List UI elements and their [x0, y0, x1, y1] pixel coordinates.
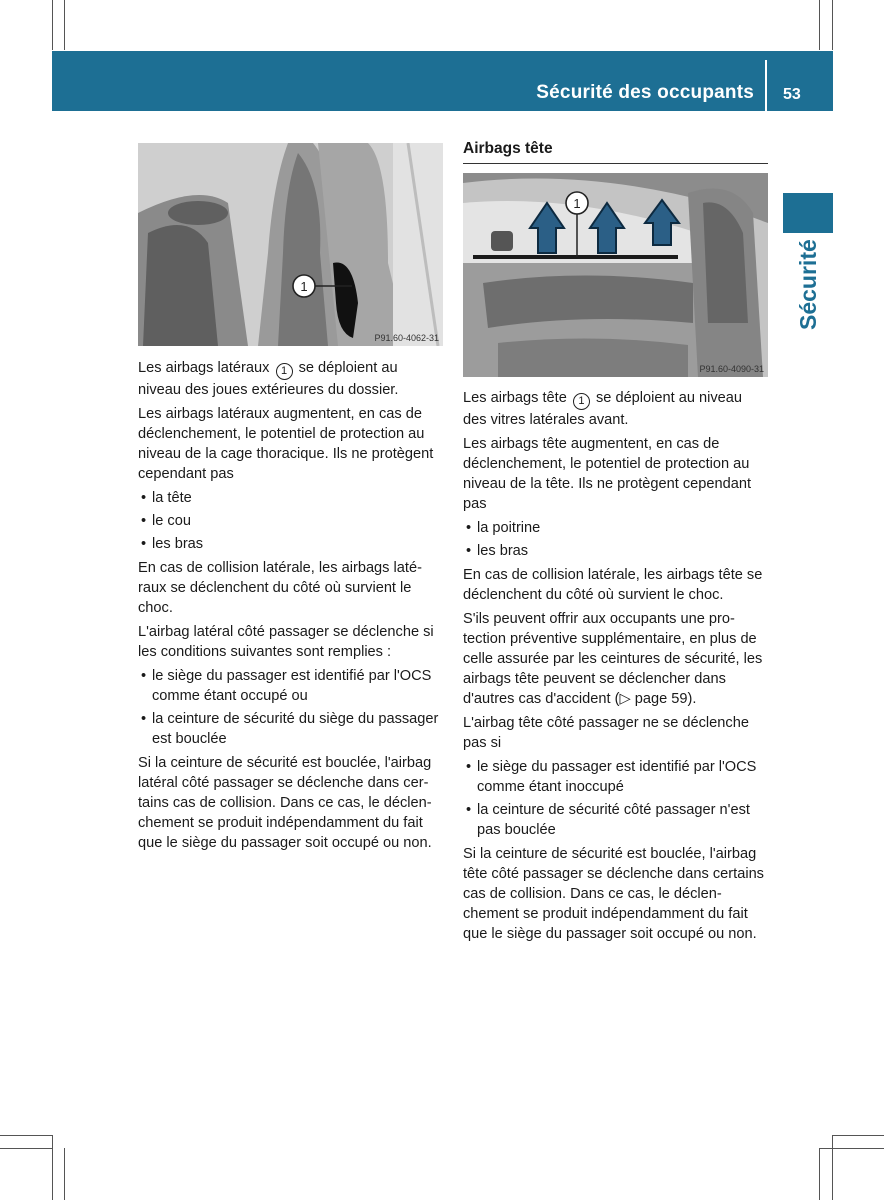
- page-title: Sécurité des occupants: [536, 82, 754, 103]
- bullet-list: [463, 518, 768, 561]
- crop-mark: [820, 1148, 884, 1149]
- crop-mark: [832, 1135, 833, 1200]
- text: se déploient au niveau des vitres latérales avant.: [463, 390, 743, 428]
- list-item: • le siège du passager est identifié par l'OCS comme étant inoccupé: [463, 757, 768, 797]
- figure-code: P91.60-4090-31: [699, 364, 764, 374]
- crop-mark: [52, 1135, 53, 1200]
- callout-marker: 1: [276, 363, 293, 380]
- crop-mark: [52, 0, 53, 50]
- text: Les airbags tête: [463, 390, 567, 406]
- side-airbag-figure: [138, 143, 443, 346]
- paragraph: L'airbag tête côté passager ne se déclenche pas si: [463, 715, 749, 751]
- list-item: • le cou: [138, 511, 443, 531]
- paragraph: L'airbag latéral côté passager se déclenche si les conditions suivantes sont remplies :: [138, 624, 434, 660]
- crop-mark: [0, 1148, 52, 1149]
- paragraph: Les airbags latéraux augmentent, en cas de déclenchement, le potentiel de protection au niveau de la cage thoracique. Ils ne protègent cependant pas: [138, 406, 434, 482]
- paragraph: Les airbags tête augmentent, en cas de déclenchement, le potentiel de protection au niveau de la tête. Ils ne protègent cependant pas: [463, 436, 752, 512]
- paragraph[interactable]: S'ils peuvent offrir aux occupants une protection préventive supplémentaire, en plus de celle assurée par les ceintures de sécurité, les airbags tête peuvent se déclencher dans d'autres cas d'accident (▷ page 59).: [463, 611, 763, 707]
- bullet-list: [138, 666, 443, 749]
- right-column: [463, 388, 768, 948]
- paragraph: Si la ceinture de sécurité est bouclée, l'airbag tête côté passager se déclenche dans certains cas de collision. Dans ce cas, le déclenchement se produit indépendamment du fait que le siège du passager soit occupé ou non.: [463, 846, 764, 942]
- list-item: • la ceinture de sécurité côté passager n'est pas bouclée: [463, 800, 768, 840]
- callout-marker: 1: [573, 393, 590, 410]
- list-item: • les bras: [463, 541, 768, 561]
- paragraph: En cas de collision latérale, les airbags tête se déclenchent du côté où survient le choc.: [463, 567, 763, 603]
- figure-code: P91.60-4062-31: [374, 333, 439, 343]
- header-divider: [765, 60, 767, 111]
- list-item: • les bras: [138, 534, 443, 554]
- head-airbag-figure: [463, 173, 768, 377]
- crop-mark: [819, 1148, 820, 1200]
- door-illustration: [463, 173, 768, 377]
- crop-mark: [832, 0, 833, 50]
- page-number: 53: [783, 86, 801, 103]
- text: Les airbags latéraux: [138, 360, 270, 376]
- bullet-list: [138, 488, 443, 554]
- figure-callout: 1: [573, 196, 581, 211]
- list-item: • la ceinture de sécurité du siège du passager est bouclée: [138, 709, 443, 749]
- list-item: • la tête: [138, 488, 443, 508]
- paragraph: [138, 358, 443, 400]
- section-tab-marker: [783, 193, 833, 233]
- list-item: • le siège du passager est identifié par l'OCS comme étant occupé ou: [138, 666, 443, 706]
- crop-mark: [0, 1135, 52, 1136]
- bullet-list: [463, 757, 768, 840]
- crop-mark: [64, 0, 65, 50]
- crop-mark: [832, 1135, 884, 1136]
- left-column: [138, 358, 443, 857]
- crop-mark: [819, 0, 820, 50]
- paragraph: En cas de collision latérale, les airbags latéraux se déclenchent du côté où survient le choc.: [138, 560, 422, 616]
- list-item: • la poitrine: [463, 518, 768, 538]
- text: se déploient au niveau des joues extérieures du dossier.: [138, 360, 399, 398]
- section-heading: Airbags tête: [463, 140, 768, 164]
- figure-callout: 1: [300, 279, 308, 294]
- paragraph: Si la ceinture de sécurité est bouclée, l'airbag latéral côté passager se déclenche dans certains cas de collision. Dans ce cas, le déclenchement se produit indépendamment du fait que le siège du passager soit occupé ou non.: [138, 755, 432, 851]
- seat-illustration: [138, 143, 443, 346]
- crop-mark: [64, 1148, 65, 1200]
- paragraph: [463, 388, 768, 430]
- section-tab-label: Sécurité: [795, 239, 821, 330]
